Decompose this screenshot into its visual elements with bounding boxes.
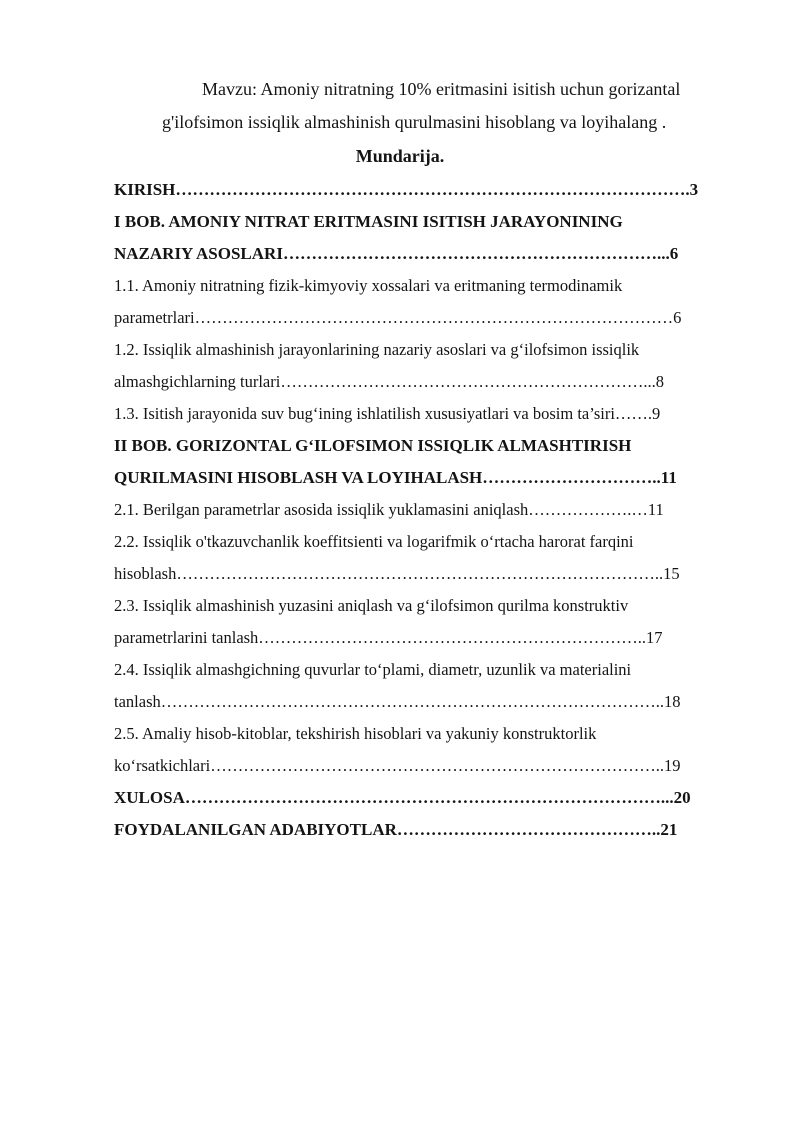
toc-entry-2-3-cont: parametrlarini tanlash……………………………………………………………..17 xyxy=(114,628,663,647)
toc-entry-2-3: 2.3. Issiqlik almashinish yuzasini aniqlash va g‘ilofsimon qurilma konstruktiv xyxy=(114,596,629,615)
toc-entry-1-2: 1.2. Issiqlik almashinish jarayonlarining nazariy asoslari va g‘ilofsimon issiqlik xyxy=(114,340,640,359)
toc-entry-1-2-cont: almashgichlarning turlari…………………………………………………………...8 xyxy=(114,372,664,391)
toc-entry-2-2: 2.2. Issiqlik o'tkazuvchanlik koeffitsienti va logarifmik o‘rtacha harorat farqini xyxy=(114,532,634,551)
toc-entry-2-5-cont: ko‘rsatkichlari………………………………………………………………………..19 xyxy=(114,756,681,775)
toc-entry-chapter-1-title-cont: NAZARIY ASOSLARI…………………………………………………………...6 xyxy=(114,244,679,263)
toc-heading: Mundarija. xyxy=(355,146,445,166)
toc-entry-2-5: 2.5. Amaliy hisob-kitoblar, tekshirish hisoblari va yakuniy konstruktorlik xyxy=(114,724,597,743)
toc-entry-chapter-2-title: II BOB. GORIZONTAL G‘ILOFSIMON ISSIQLIK ALMASHTIRISH xyxy=(114,436,632,455)
toc-entry-1-1-cont: parametrlari……………………………………………………………………………6 xyxy=(114,308,682,327)
toc-entry-adabiyotlar: FOYDALANILGAN ADABIYOTLAR………………………………………..21 xyxy=(114,820,678,839)
topic-line-1: Mavzu: Amoniy nitratning 10% eritmasini isitish uchun gorizantal xyxy=(202,79,681,99)
toc-entry-1-1: 1.1. Amoniy nitratning fizik-kimyoviy xossalari va eritmaning termodinamik xyxy=(114,276,623,295)
toc-entry-chapter-1-title: I BOB. AMONIY NITRAT ERITMASINI ISITISH JARAYONINING xyxy=(114,212,623,231)
toc-entry-kirish: KIRISH……………………………………………………………………………….3 xyxy=(114,180,699,199)
toc-entry-2-2-cont: hisoblash……………………………………………………………………………..15 xyxy=(114,564,680,583)
toc-entry-xulosa: XULOSA…………………………………………………………………………...20 xyxy=(114,788,691,807)
toc-entry-chapter-2-title-cont: QURILMASINI HISOBLASH VA LOYIHALASH…………………………..11 xyxy=(114,468,677,487)
toc-entry-1-3: 1.3. Isitish jarayonida suv bug‘ining ishlatilish xususiyatlari va bosim ta’siri…….9 xyxy=(114,404,661,423)
topic-line-2: g'ilofsimon issiqlik almashinish qurulmasini hisoblang va loyihalang . xyxy=(162,112,667,132)
toc-entry-2-1: 2.1. Berilgan parametrlar asosida issiqlik yuklamasini aniqlash……………….…11 xyxy=(114,500,664,519)
table-of-contents xyxy=(114,174,746,846)
toc-entry-2-4-cont: tanlash………………………………………………………………………………..18 xyxy=(114,692,681,711)
toc-entry-2-4: 2.4. Issiqlik almashgichning quvurlar to‘plami, diametr, uzunlik va materialini xyxy=(114,660,632,679)
